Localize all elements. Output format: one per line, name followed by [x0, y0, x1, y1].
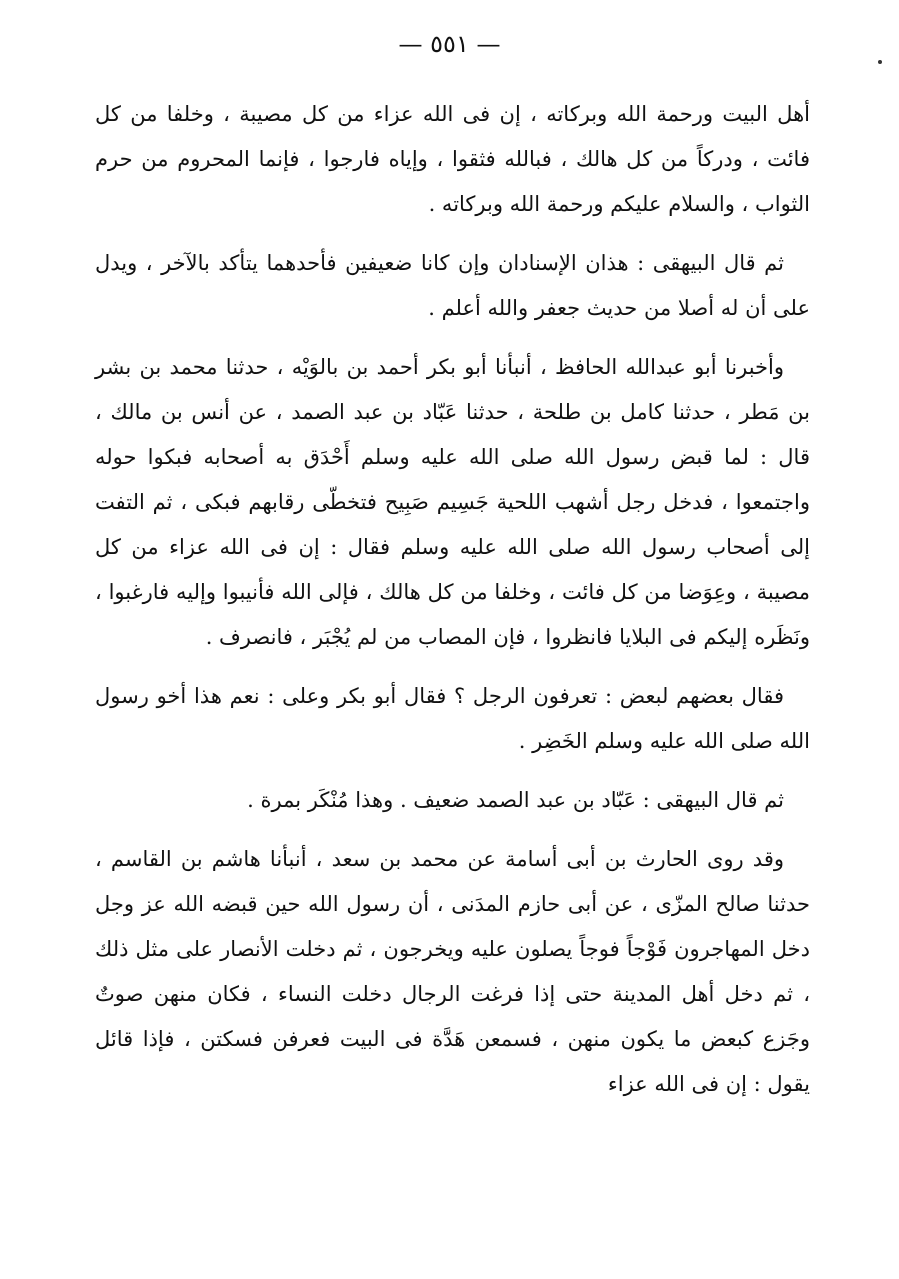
- paragraph-bayhaqi-grading: ثم قال البيهقى : عَبّاد بن عبد الصمد ضعيف . وهذا مُنْكَر بمرة .: [247, 788, 784, 812]
- paragraph-harith-narration: وقد روى الحارث بن أبى أسامة عن محمد بن سعد ، أنبأنا هاشم بن القاسم ، حدثنا صالح المزّى ، عن أبى حازم المدَنى ، أن رسول الله حين قبضه الله عز وجل دخل المهاجرون فَوْجاً فوجاً يصلون عليه ويخرجون ، ثم دخلت الأنصار على مثل ذلك ، ثم دخل أهل المدينة حتى إذا فرغت الرجال دخلت النساء ، فكان منهن صوتٌ وجَزع كبعض ما يكون منهن ، فسمعن هَدَّة فى البيت فعرفن فسكتن ، فإذا قائل يقول : إن فى الله عزاء: [95, 847, 810, 1096]
- page-body: [95, 92, 810, 1107]
- paragraph-continuation: أهل البيت ورحمة الله وبركاته ، إن فى الله عزاء من كل مصيبة ، وخلفا من كل فائت ، ودركاً من كل هالك ، فبالله فثقوا ، وإياه فارجوا ، فإنما المحروم من حرم الثواب ، والسلام عليكم ورحمة الله وبركاته .: [95, 102, 810, 216]
- page-number: — ٥٥١ —: [398, 30, 501, 58]
- paragraph-bayhaqi-comment: ثم قال البيهقى : هذان الإسنادان وإن كانا ضعيفين فأحدهما يتأكد بالآخر ، ويدل على أن له أصلا من حديث جعفر والله أعلم .: [95, 251, 810, 320]
- paragraph-anas-narration: وأخبرنا أبو عبدالله الحافظ ، أنبأنا أبو بكر أحمد بن بالوَيْه ، حدثنا محمد بن بشر بن مَطر ، حدثنا كامل بن طلحة ، حدثنا عَبّاد بن عبد الصمد ، عن أنس بن مالك ، قال : لما قبض رسول الله صلى الله عليه وسلم أَحْدَق به أصحابه فبكوا حوله واجتمعوا ، فدخل رجل أشهب اللحية جَسِيم صَبِيح فتخطّى رقابهم فبكى ، ثم التفت إلى أصحاب رسول الله صلى الله عليه وسلم فقال : إن فى الله عزاء من كل مصيبة ، وعِوَضا من كل فائت ، وخلفا من كل هالك ، فإلى الله فأنيبوا وإليه فارغبوا ، ونَظَره إليكم فى البلايا فانظروا ، فإن المصاب من لم يُجْبَر ، فانصرف .: [95, 355, 810, 649]
- paragraph-khidr-identification: فقال بعضهم لبعض : تعرفون الرجل ؟ فقال أبو بكر وعلى : نعم هذا أخو رسول الله صلى الله عليه وسلم الخَضِر .: [95, 684, 810, 753]
- scan-speck: [878, 60, 882, 64]
